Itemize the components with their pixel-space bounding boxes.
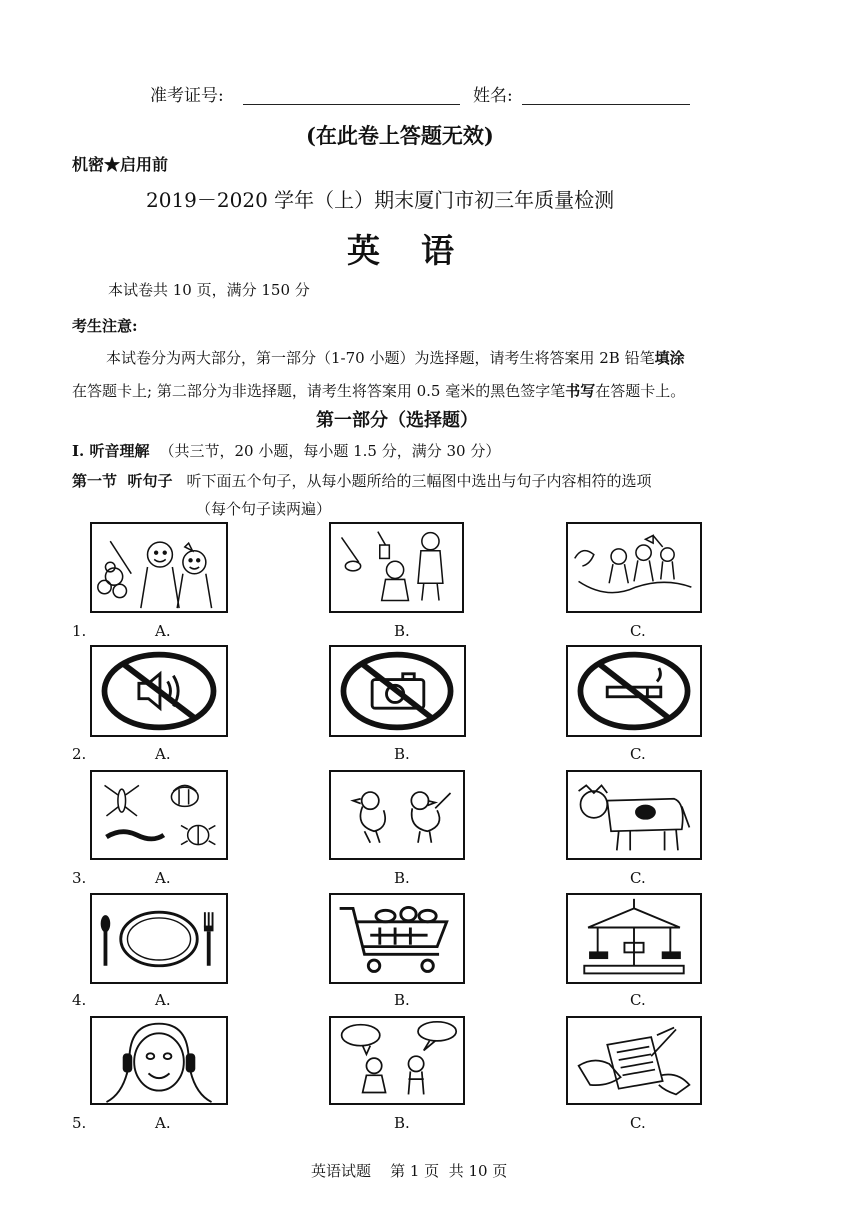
section-listening	[72, 440, 500, 461]
subsection-title: 第一节 听句子	[72, 472, 173, 490]
pages-info: 本试卷共 10 页，满分 150 分	[108, 281, 310, 299]
invalid-note: (在此卷上答题无效)	[306, 123, 494, 148]
plate-cutlery-icon	[90, 893, 228, 984]
headphones-face-icon	[90, 1016, 228, 1105]
no-smoking-sign-icon	[566, 645, 702, 737]
option-label: A.	[155, 991, 171, 1009]
subsection-desc: 听下面五个句子，从每小题所给的三幅图中选出与句子内容相符的选项	[186, 472, 652, 490]
option-label: A.	[155, 1114, 171, 1132]
exam-number-blank	[243, 104, 460, 105]
carousel-icon	[566, 893, 702, 984]
birds-icon	[329, 770, 465, 860]
name-blank	[522, 104, 690, 105]
page-footer: 英语试题 第 1 页 共 10 页	[311, 1162, 508, 1180]
option-label: B.	[394, 622, 410, 640]
question-number: 1.	[72, 622, 87, 640]
subsection-1	[72, 470, 651, 491]
notice-line-2-text: 在答题卡上; 第二部分为非选择题，请考生将答案用 0.5 毫米的黑色签字笔	[72, 382, 566, 400]
notice-line-1-text: 本试卷分为两大部分，第一部分（1-70 小题）为选择题，请考生将答案用 2B 铅笔	[106, 349, 655, 367]
question-number: 3.	[72, 869, 87, 887]
option-label: A.	[155, 622, 171, 640]
shopping-cart-icon	[329, 893, 465, 984]
option-label: C.	[630, 745, 646, 763]
option-label: B.	[394, 869, 410, 887]
notice-bold-write: 书写	[565, 382, 596, 400]
exam-title: 2019－2020 学年（上）期末厦门市初三年质量检测	[146, 188, 615, 212]
question-number: 4.	[72, 991, 87, 1009]
notice-bold-fill: 填涂	[654, 349, 685, 367]
option-label: B.	[394, 1114, 410, 1132]
hands-writing-icon	[566, 1016, 702, 1105]
dragon-boat-icon	[566, 522, 702, 613]
part1-heading: 第一部分（选择题）	[316, 410, 478, 431]
option-label: B.	[394, 991, 410, 1009]
notice-line-2	[72, 380, 685, 401]
section-title: I. 听音理解	[72, 442, 150, 460]
notice-line-2-end: 在答题卡上。	[595, 382, 686, 400]
two-kids-talking-icon	[329, 1016, 465, 1105]
option-label: A.	[155, 869, 171, 887]
question-number: 2.	[72, 745, 87, 763]
option-label: C.	[630, 991, 646, 1009]
children-fireworks-icon	[90, 522, 228, 613]
option-label: C.	[630, 622, 646, 640]
notice-title: 考生注意:	[72, 317, 138, 335]
option-label: B.	[394, 745, 410, 763]
option-label: A.	[155, 745, 171, 763]
no-photo-sign-icon	[329, 645, 466, 737]
option-label: C.	[630, 1114, 646, 1132]
question-number: 5.	[72, 1114, 87, 1132]
notice-line-1	[106, 347, 685, 368]
secret-mark: 机密★启用前	[72, 155, 169, 174]
section-info: （共三节，20 小题，每小题 1.5 分，满分 30 分）	[159, 442, 501, 460]
name-label: 姓名:	[473, 86, 513, 106]
subsection-note: （每个句子读两遍）	[196, 500, 332, 518]
no-noise-sign-icon	[90, 645, 228, 737]
insects-icon	[90, 770, 228, 860]
cow-icon	[566, 770, 702, 860]
exam-number-label: 准考证号:	[150, 86, 224, 106]
children-lanterns-icon	[329, 522, 464, 613]
subject-title: 英 语	[347, 231, 460, 270]
option-label: C.	[630, 869, 646, 887]
